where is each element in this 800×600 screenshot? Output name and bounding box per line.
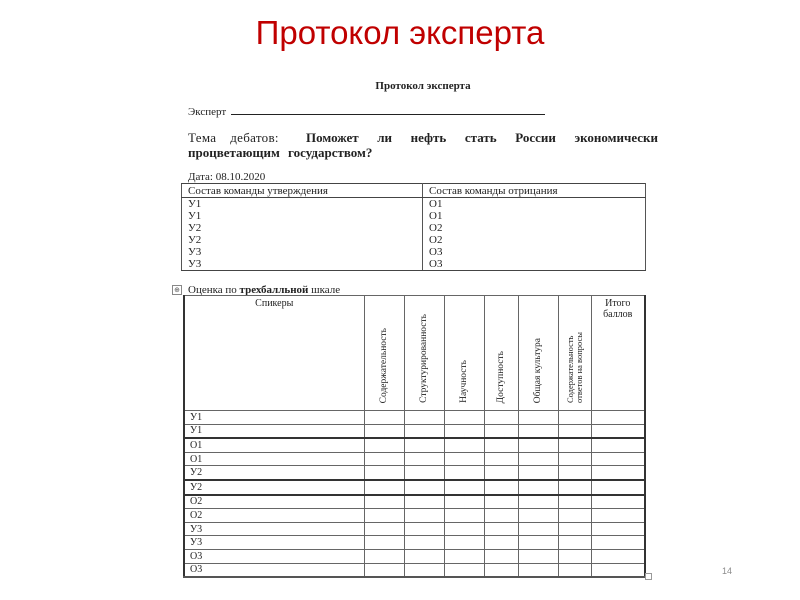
header-criterion: [558, 296, 591, 411]
teams-row: [182, 222, 646, 234]
teams-row: [182, 258, 646, 271]
speaker-name: У2: [184, 466, 364, 480]
total-cell: [591, 563, 645, 577]
score-cell: [404, 495, 444, 509]
score-cell: [484, 536, 518, 550]
criterion-accessibility: Доступность: [496, 350, 506, 403]
score-cell: [484, 466, 518, 480]
score-row: [184, 438, 645, 452]
score-cell: [558, 495, 591, 509]
expert-field: [188, 105, 545, 118]
total-cell: [591, 452, 645, 466]
criterion-scientific: Научность: [459, 360, 469, 403]
criterion-structure: Структурированность: [419, 314, 429, 403]
speaker-name: У1: [184, 424, 364, 438]
total-cell: [591, 495, 645, 509]
score-row: [184, 411, 645, 425]
table-move-handle-icon[interactable]: ⊕: [172, 285, 182, 295]
total-cell: [591, 549, 645, 563]
speaker-name: О3: [184, 549, 364, 563]
speaker-name: О1: [184, 438, 364, 452]
score-cell: [404, 438, 444, 452]
score-cell: [484, 522, 518, 536]
date-line: [188, 171, 265, 183]
score-cell: [444, 452, 484, 466]
score-cell: [518, 522, 558, 536]
teams-row: [182, 246, 646, 258]
score-cell: [364, 424, 404, 438]
score-cell: [558, 549, 591, 563]
header-affirmative-team: Состав команды утверждения: [182, 184, 423, 198]
score-row: [184, 424, 645, 438]
page-number: 14: [722, 566, 733, 576]
affirmative-speaker: У3: [182, 258, 423, 271]
speaker-name: О3: [184, 563, 364, 577]
score-cell: [484, 438, 518, 452]
score-cell: [558, 466, 591, 480]
total-cell: [591, 466, 645, 480]
total-cell: [591, 480, 645, 495]
header-total-line1: Итого: [605, 298, 631, 309]
score-row: [184, 452, 645, 466]
negative-speaker: О1: [423, 210, 646, 222]
score-cell: [484, 424, 518, 438]
score-cell: [444, 495, 484, 509]
score-cell: [444, 563, 484, 577]
score-cell: [364, 480, 404, 495]
affirmative-speaker: У2: [182, 234, 423, 246]
score-cell: [444, 536, 484, 550]
date-label: Дата:: [188, 171, 213, 183]
teams-table: [181, 183, 646, 271]
score-cell: [444, 438, 484, 452]
score-cell: [518, 563, 558, 577]
score-row: [184, 549, 645, 563]
score-cell: [364, 563, 404, 577]
score-cell: [364, 438, 404, 452]
score-row: [184, 522, 645, 536]
scale-label-suffix: шкале: [308, 284, 341, 296]
table-resize-handle[interactable]: [645, 573, 652, 580]
scores-table: [183, 295, 646, 578]
score-cell: [364, 411, 404, 425]
score-cell: [484, 411, 518, 425]
score-row: [184, 466, 645, 480]
document-heading: Протокол эксперта: [375, 80, 471, 92]
negative-speaker: О2: [423, 234, 646, 246]
score-cell: [364, 509, 404, 523]
criterion-content: Содержательность: [379, 327, 389, 403]
speaker-name: У1: [184, 411, 364, 425]
score-cell: [404, 452, 444, 466]
teams-row: [182, 234, 646, 246]
score-row: [184, 536, 645, 550]
score-row: [184, 509, 645, 523]
score-cell: [558, 438, 591, 452]
teams-row: [182, 210, 646, 222]
topic-label: Тема дебатов:: [188, 130, 279, 145]
score-cell: [404, 536, 444, 550]
score-cell: [404, 424, 444, 438]
score-cell: [518, 452, 558, 466]
score-cell: [444, 424, 484, 438]
scale-label-bold: трехбалльной: [239, 284, 309, 296]
negative-speaker: О3: [423, 258, 646, 271]
header-total-line2: баллов: [603, 309, 633, 320]
header-negative-team: Состав команды отрицания: [423, 184, 646, 198]
score-row: [184, 480, 645, 495]
score-cell: [558, 563, 591, 577]
score-cell: [404, 509, 444, 523]
debate-topic: [188, 130, 658, 160]
date-value: 08.10.2020: [215, 171, 266, 183]
affirmative-speaker: У2: [182, 222, 423, 234]
score-cell: [404, 466, 444, 480]
scale-label-prefix: Оценка по: [188, 284, 240, 296]
expert-label: Эксперт: [188, 106, 227, 118]
score-cell: [518, 495, 558, 509]
topic-question: Поможет ли нефть стать России экономически процветающим государством?: [188, 130, 658, 160]
total-cell: [591, 536, 645, 550]
score-cell: [484, 480, 518, 495]
affirmative-speaker: У3: [182, 246, 423, 258]
score-cell: [444, 411, 484, 425]
score-row: [184, 495, 645, 509]
speaker-name: О2: [184, 509, 364, 523]
score-cell: [484, 452, 518, 466]
affirmative-speaker: У1: [182, 210, 423, 222]
score-cell: [364, 495, 404, 509]
score-cell: [364, 549, 404, 563]
score-cell: [364, 522, 404, 536]
score-cell: [558, 509, 591, 523]
score-cell: [444, 480, 484, 495]
teams-row: [182, 198, 646, 211]
affirmative-speaker: У1: [182, 198, 423, 211]
score-cell: [518, 480, 558, 495]
score-cell: [404, 522, 444, 536]
criterion-culture: Общая культура: [533, 337, 543, 403]
score-cell: [444, 509, 484, 523]
total-cell: [591, 424, 645, 438]
speaker-name: У2: [184, 480, 364, 495]
score-cell: [444, 549, 484, 563]
score-cell: [404, 549, 444, 563]
score-cell: [364, 536, 404, 550]
score-cell: [484, 549, 518, 563]
speaker-name: У3: [184, 522, 364, 536]
score-cell: [518, 424, 558, 438]
score-row: [184, 563, 645, 577]
score-cell: [518, 509, 558, 523]
score-cell: [518, 466, 558, 480]
score-cell: [404, 563, 444, 577]
score-cell: [484, 509, 518, 523]
slide-title: Протокол эксперта: [255, 14, 545, 51]
score-cell: [404, 480, 444, 495]
score-cell: [558, 424, 591, 438]
header-criterion: [364, 296, 404, 411]
score-cell: [484, 563, 518, 577]
speaker-name: О2: [184, 495, 364, 509]
total-cell: [591, 438, 645, 452]
score-cell: [558, 522, 591, 536]
total-cell: [591, 522, 645, 536]
header-criterion: [484, 296, 518, 411]
negative-speaker: О1: [423, 198, 646, 211]
speaker-name: У3: [184, 536, 364, 550]
negative-speaker: О2: [423, 222, 646, 234]
score-cell: [558, 480, 591, 495]
score-cell: [364, 452, 404, 466]
score-cell: [558, 452, 591, 466]
score-cell: [364, 466, 404, 480]
score-cell: [518, 536, 558, 550]
score-cell: [518, 438, 558, 452]
expert-blank-line: [231, 105, 545, 115]
total-cell: [591, 509, 645, 523]
criterion-answers: Содержательность ответов на вопросы: [564, 332, 584, 403]
header-criterion: [444, 296, 484, 411]
score-cell: [518, 549, 558, 563]
score-cell: [404, 411, 444, 425]
header-criterion: [404, 296, 444, 411]
header-speakers: Спикеры: [184, 296, 364, 411]
header-criterion: [518, 296, 558, 411]
speaker-name: О1: [184, 452, 364, 466]
negative-speaker: О3: [423, 246, 646, 258]
score-cell: [558, 411, 591, 425]
header-total: [591, 296, 645, 411]
score-cell: [444, 466, 484, 480]
total-cell: [591, 411, 645, 425]
score-cell: [558, 536, 591, 550]
score-cell: [484, 495, 518, 509]
score-cell: [444, 522, 484, 536]
score-cell: [518, 411, 558, 425]
